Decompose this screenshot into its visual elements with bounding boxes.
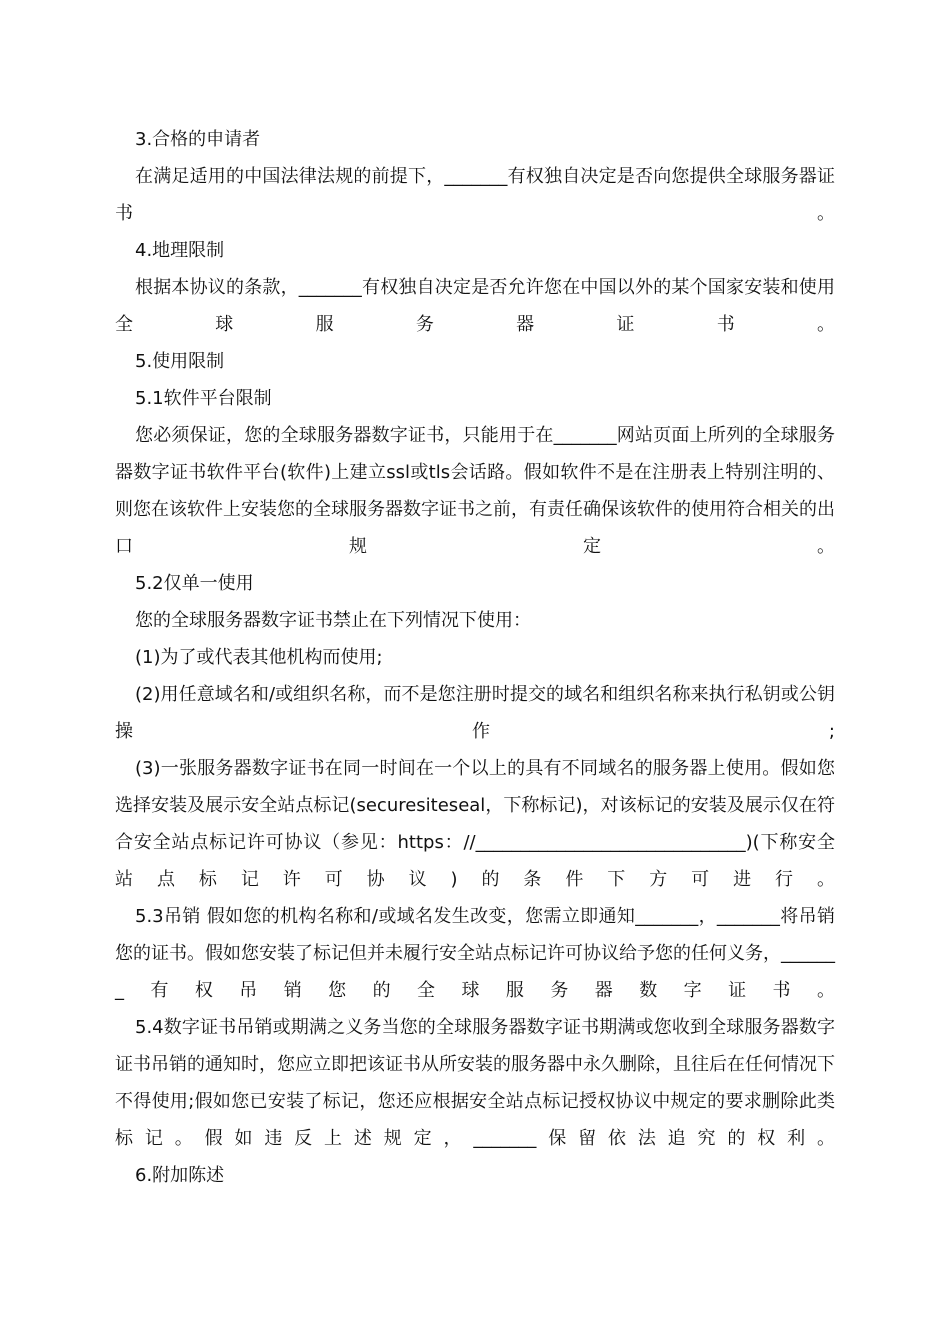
paragraph-revocation: 5.3吊销 假如您的机构名称和/或域名发生改变，您需立即通知_______，_______将吊销您的证书。假如您安装了标记但并未履行安全站点标记许可协议给予您的任何义务，_______有权吊销您的全球服务器数字证书。 bbox=[115, 906, 835, 1001]
section-heading-geographic-limit: 4.地理限制 bbox=[135, 240, 225, 261]
section-heading-additional-statements: 6.附加陈述 bbox=[135, 1165, 225, 1186]
section-heading-usage-limit: 5.使用限制 bbox=[135, 351, 225, 372]
list-item-3: (3)一张服务器数字证书在同一时间在一个以上的具有不同域名的服务器上使用。假如您选择安装及展示安全站点标记(securesiteseal，下称标记)，对该标记的安装及展示仅在符合安全站点标记许可协议（参见：https：//______________________________)(下称安全站点标记许可协议)的条件下方可进行。 bbox=[115, 758, 835, 890]
paragraph-single-use-intro: 您的全球服务器数字证书禁止在下列情况下使用： bbox=[135, 610, 531, 631]
paragraph-expiry-obligation: 5.4数字证书吊销或期满之义务当您的全球服务器数字证书期满或您收到全球服务器数字证书吊销的通知时，您应立即把该证书从所安装的服务器中永久删除，且往后在任何情况下不得使用;假如您已安装了标记，您还应根据安全站点标记授权协议中规定的要求删除此类标记。假如违反上述规定，_______保留依法追究的权利。 bbox=[115, 1017, 835, 1149]
list-item-1: (1)为了或代表其他机构而使用; bbox=[135, 647, 383, 668]
paragraph-geographic-limit: 根据本协议的条款，_______有权独自决定是否允许您在中国以外的某个国家安装和使用全球服务器证书。 bbox=[115, 277, 835, 335]
section-heading-single-use: 5.2仅单一使用 bbox=[135, 573, 254, 594]
paragraph-software-platform: 您必须保证，您的全球服务器数字证书，只能用于在_______网站页面上所列的全球服务器数字证书软件平台(软件)上建立ssl或tls会话路。假如软件不是在注册表上特别注明的、则您在该软件上安装您的全球服务器数字证书之前，有责任确保该软件的使用符合相关的出口规定。 bbox=[115, 425, 835, 557]
paragraph-qualified-applicant: 在满足适用的中国法律法规的前提下，_______有权独自决定是否向您提供全球服务器证书。 bbox=[115, 166, 835, 224]
list-item-2: (2)用任意域名和/或组织名称，而不是您注册时提交的域名和组织名称来执行私钥或公钥操作; bbox=[115, 684, 835, 742]
section-heading-software-platform: 5.1软件平台限制 bbox=[135, 388, 272, 409]
section-heading-qualified-applicant: 3.合格的申请者 bbox=[135, 129, 261, 150]
